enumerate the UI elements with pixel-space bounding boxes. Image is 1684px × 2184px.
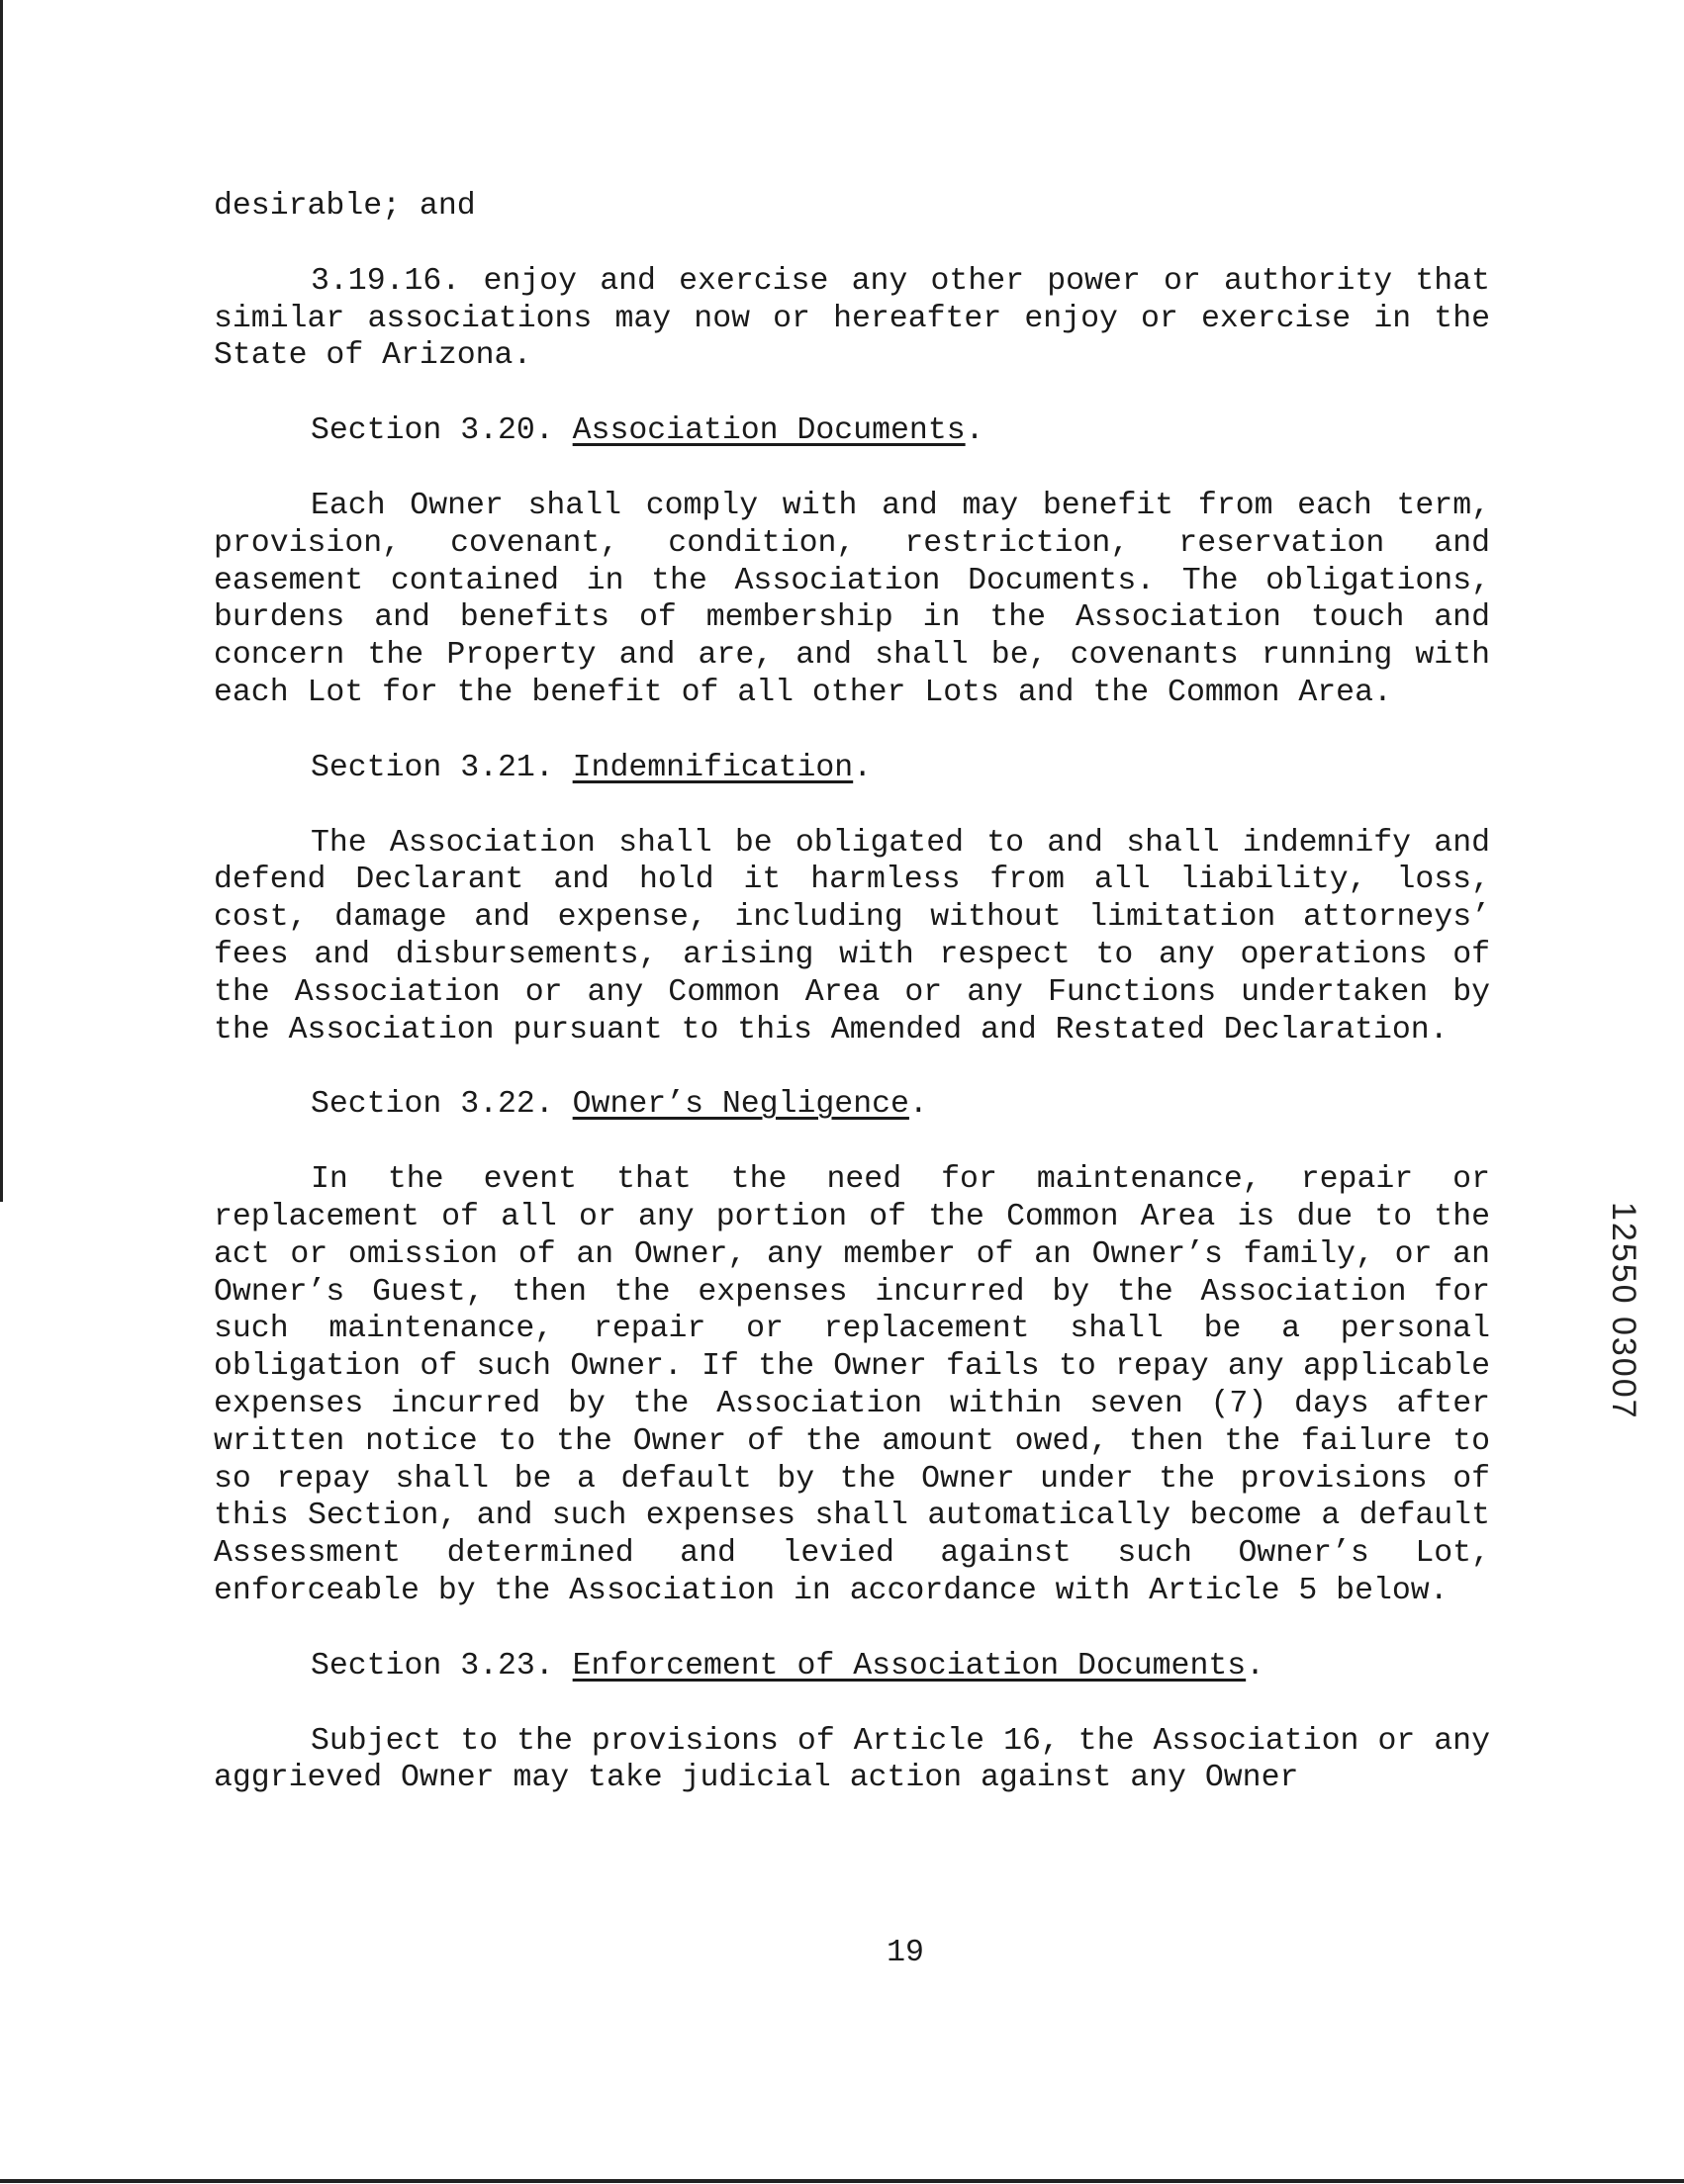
section-3-21-body: The Association shall be obligated to and shall indemnify and defend Declarant and hold it harmless from all liability, loss, cost, damage and expense, including without limitation attorneys’ fees and disbursements, arising with respect to any operations of the Association or any Common Area or any Functions undertaken by the Association pursuant to this Amended and Restated Declaration. <box>214 825 1490 1047</box>
intro-line: desirable; and <box>214 189 476 224</box>
paragraph-3-19-16: 3.19.16. enjoy and exercise any other power or authority that similar associations may now or hereafter enjoy or exercise in the State of Arizona. <box>214 263 1490 374</box>
section-3-22-number: Section 3.22. <box>311 1087 554 1123</box>
recording-stamp-text: 12550 03007 <box>1605 1202 1642 1420</box>
section-3-21-heading: Section 3.21. Indemnification. <box>311 750 873 785</box>
section-3-22-body: In the event that the need for maintenance, repair or replacement of all or any portion of the Common Area is due to the act or omission of an Owner, any member of an Owner’s family, or an Owner’s Guest, then the expenses incurred by the Association for such maintenance, repair or replacement shall be a personal obligation of such Owner. If the Owner fails to repay any applicable expenses incurred by the Association within seven (7) days after written notice to the Owner of the amount owed, then the failure to so repay shall be a default by the Owner under the provisions of this Section, and such expenses shall automatically become a default Assessment determined and levied against such Owner’s Lot, enforceable by the Association in accordance with Article 5 below. <box>214 1162 1490 1608</box>
section-3-23-heading: Section 3.23. Enforcement of Association Documents. <box>311 1648 1265 1684</box>
section-3-20-number: Section 3.20. <box>311 413 554 449</box>
section-3-21-title: Indemnification <box>572 750 854 785</box>
section-3-20-body: Each Owner shall comply with and may benefit from each term, provision, covenant, condition, restriction, reservation and easement contained in the Association Documents. The obligations, burdens and benefits of membership in the Association touch and concern the Property and are, and shall be, covenants running with each Lot for the benefit of all other Lots and the Common Area. <box>214 488 1490 710</box>
section-3-20-title: Association Documents <box>572 413 966 449</box>
recording-stamp <box>1603 1202 1650 1469</box>
page-number: 19 <box>887 1936 924 1970</box>
section-3-23-title: Enforcement of Association Documents <box>572 1648 1247 1684</box>
section-3-22-heading: Section 3.22. Owner’s Negligence. <box>311 1087 928 1123</box>
document-body <box>214 188 1490 1797</box>
section-3-23-body: Subject to the provisions of Article 16, the Association or any aggrieved Owner may take judicial action against any Owner <box>214 1723 1490 1796</box>
scan-bottom-edge <box>0 2179 1684 2183</box>
section-3-20-heading: Section 3.20. Association Documents. <box>311 413 984 449</box>
section-3-21-number: Section 3.21. <box>311 750 554 785</box>
scan-left-edge <box>0 0 3 1202</box>
section-3-22-title: Owner’s Negligence <box>572 1087 909 1123</box>
section-3-23-number: Section 3.23. <box>311 1648 554 1684</box>
